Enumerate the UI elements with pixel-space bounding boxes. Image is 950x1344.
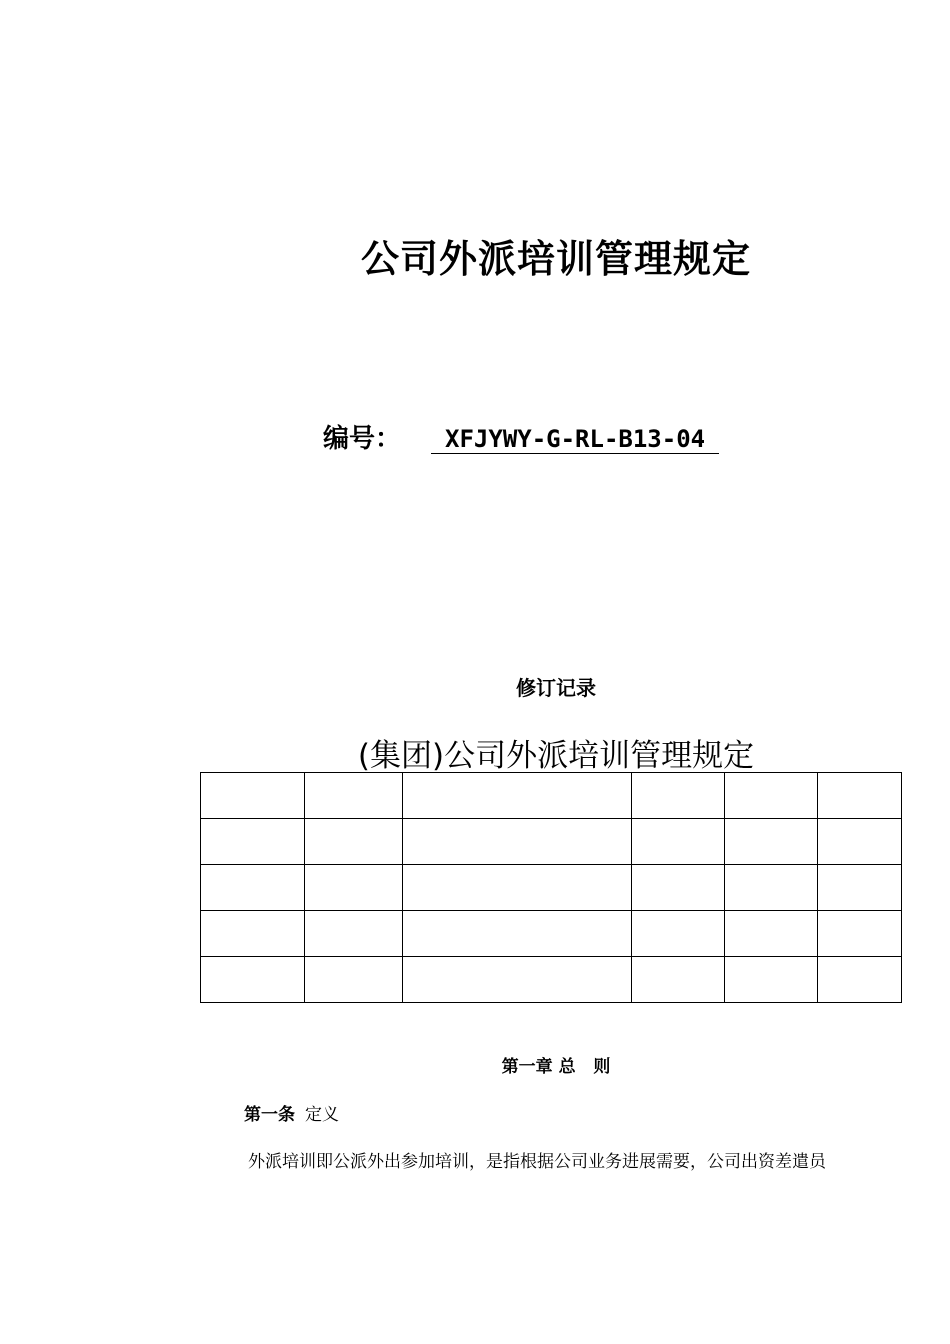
table-cell bbox=[632, 957, 725, 1003]
table-cell bbox=[305, 957, 403, 1003]
table-row bbox=[201, 911, 902, 957]
table-cell bbox=[725, 773, 818, 819]
table-cell bbox=[725, 957, 818, 1003]
table-cell bbox=[725, 911, 818, 957]
table-cell bbox=[632, 911, 725, 957]
document-title: 公司外派培训管理规定 bbox=[360, 237, 751, 281]
revision-record-heading: 修订记录 bbox=[516, 676, 596, 700]
table-cell bbox=[403, 773, 632, 819]
table-cell bbox=[403, 957, 632, 1003]
table-cell bbox=[201, 957, 305, 1003]
table-cell bbox=[632, 773, 725, 819]
table-cell bbox=[632, 865, 725, 911]
table-cell bbox=[201, 911, 305, 957]
table-cell bbox=[632, 819, 725, 865]
chapter-title: 第一章 总 则 bbox=[501, 1057, 611, 1077]
article-heading bbox=[244, 1100, 339, 1125]
document-number-value: XFJYWY-G-RL-B13-04 bbox=[431, 425, 719, 454]
table-cell bbox=[403, 911, 632, 957]
table-cell bbox=[305, 773, 403, 819]
table-cell bbox=[201, 773, 305, 819]
table-row bbox=[201, 865, 902, 911]
document-number-row bbox=[323, 418, 719, 455]
table-cell bbox=[818, 819, 902, 865]
table-row bbox=[201, 957, 902, 1003]
table-row bbox=[201, 819, 902, 865]
table-cell bbox=[305, 865, 403, 911]
article-name: 定义 bbox=[305, 1105, 339, 1125]
document-number-label: 编号： bbox=[323, 424, 402, 454]
table-row bbox=[201, 773, 902, 819]
table-cell bbox=[818, 773, 902, 819]
table-cell bbox=[403, 865, 632, 911]
revision-table-caption: (集团)公司外派培训管理规定 bbox=[357, 738, 755, 774]
table-cell bbox=[305, 911, 403, 957]
table-cell bbox=[818, 957, 902, 1003]
table-cell bbox=[725, 819, 818, 865]
table-cell bbox=[818, 911, 902, 957]
article-number: 第一条 bbox=[244, 1105, 295, 1125]
table-cell bbox=[305, 819, 403, 865]
body-paragraph: 外派培训即公派外出参加培训，是指根据公司业务进展需要，公司出资差遣员 bbox=[248, 1152, 826, 1172]
table-cell bbox=[201, 819, 305, 865]
revision-record-table bbox=[200, 772, 902, 1003]
table-cell bbox=[725, 865, 818, 911]
table-cell bbox=[201, 865, 305, 911]
table-cell bbox=[403, 819, 632, 865]
table-cell bbox=[818, 865, 902, 911]
